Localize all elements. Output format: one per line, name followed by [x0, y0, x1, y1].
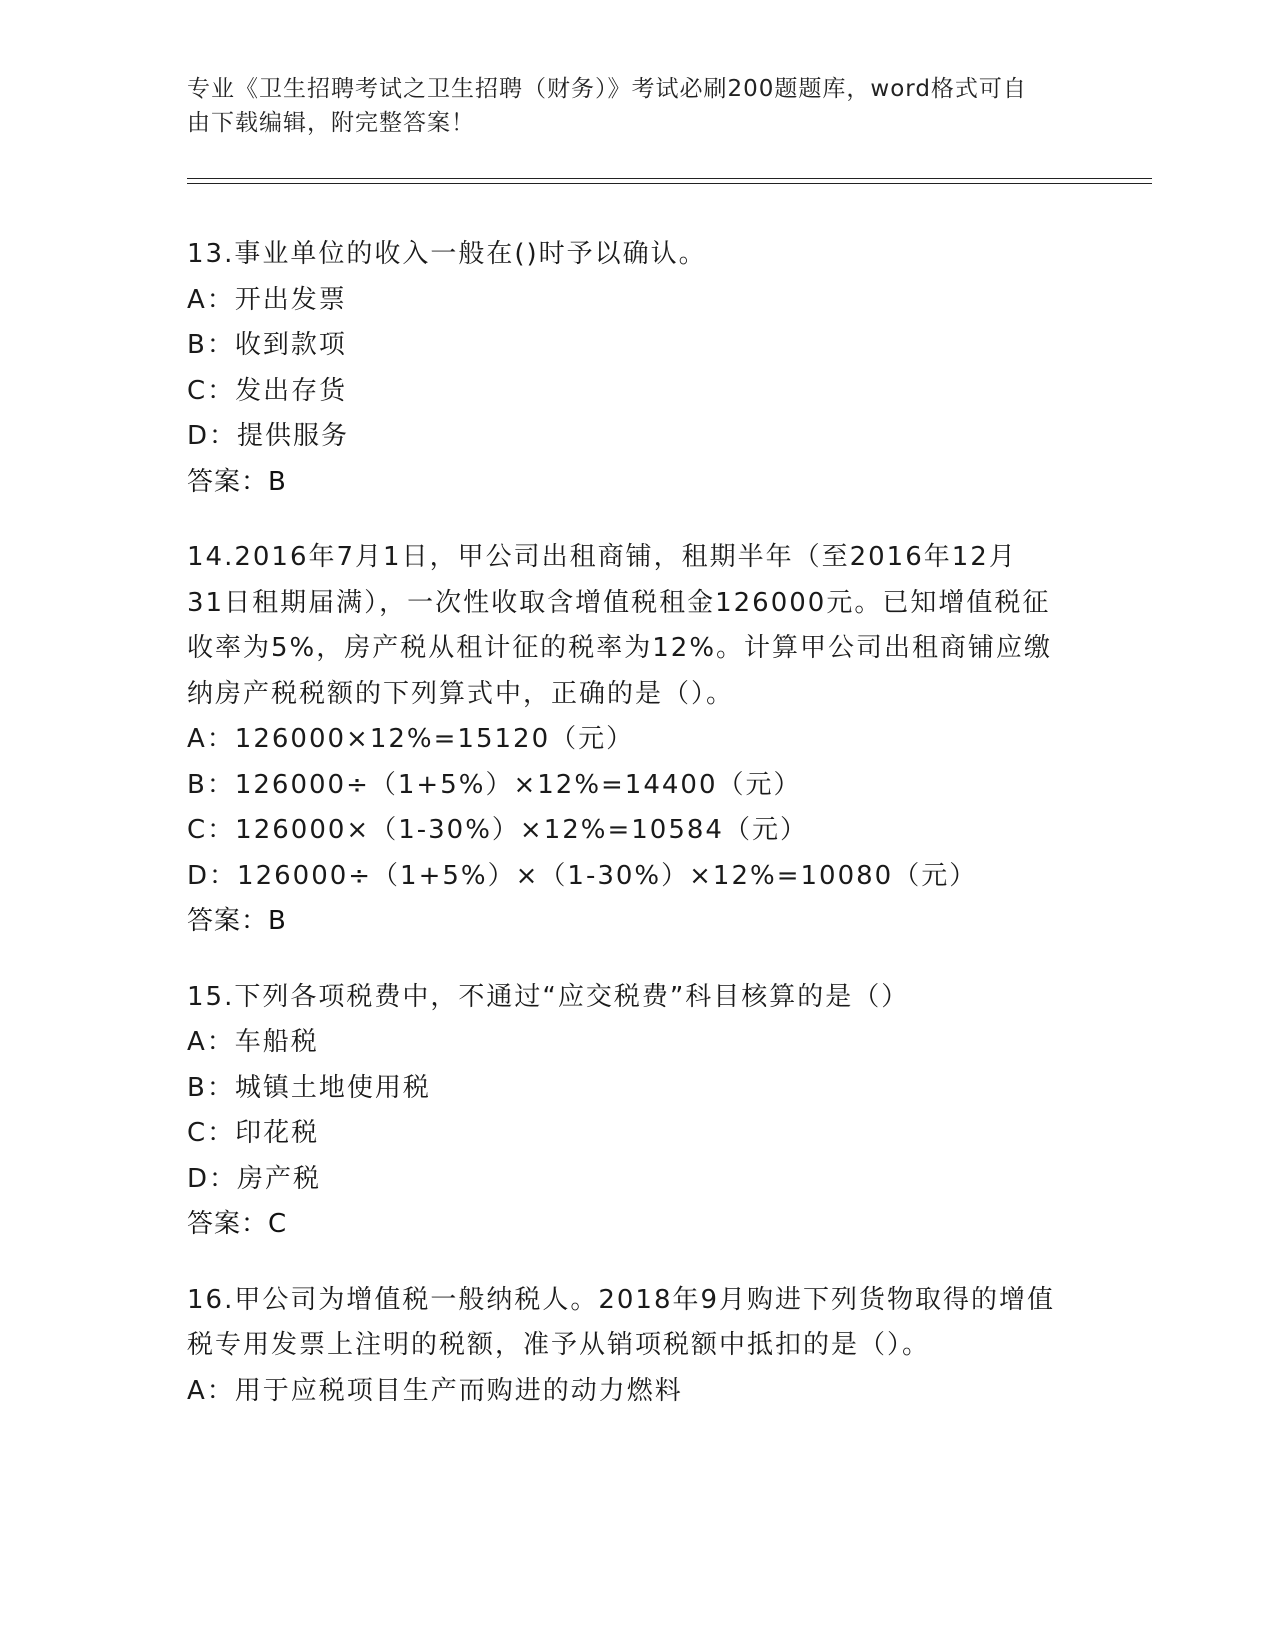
answer-label: 答案：C — [187, 1209, 288, 1239]
option-a: A：车船税 — [187, 1027, 319, 1057]
question-stem-line: 收率为5%，房产税从租计征的税率为12%。计算甲公司出租商铺应缴 — [187, 633, 1053, 663]
option-d: D：126000÷（1+5%）×（1-30%）×12%=10080（元） — [187, 860, 978, 891]
question-stem-line: 15.下列各项税费中，不通过“应交税费”科目核算的是（） — [187, 981, 910, 1012]
answer-label: 答案：B — [187, 466, 287, 497]
document-header — [187, 72, 1087, 140]
option-d: D：房产税 — [187, 1163, 322, 1194]
question-15 — [187, 975, 1087, 1248]
question-13 — [187, 232, 1087, 505]
option-c: C：印花税 — [187, 1118, 320, 1148]
header-divider-top — [187, 178, 1152, 179]
header-line-1: 专业《卫生招聘考试之卫生招聘（财务）》考试必刷200题题库，word格式可自 — [187, 76, 1027, 102]
option-b: B：收到款项 — [187, 330, 347, 360]
option-c: C：发出存货 — [187, 375, 348, 406]
question-stem-line: 16.甲公司为增值税一般纳税人。2018年9月购进下列货物取得的增值 — [187, 1284, 1056, 1315]
header-divider-bottom — [187, 183, 1152, 184]
question-stem-line: 13.事业单位的收入一般在()时予以确认。 — [187, 239, 707, 269]
option-a: A：用于应税项目生产而购进的动力燃料 — [187, 1375, 683, 1406]
option-c: C：126000×（1-30%）×12%=10584（元） — [187, 815, 808, 845]
question-stem-line: 31日租期届满），一次性收取含增值税租金126000元。已知增值税征 — [187, 587, 1051, 618]
option-b: B：126000÷（1+5%）×12%=14400（元） — [187, 769, 802, 800]
question-stem-line: 纳房产税税额的下列算式中，正确的是（）。 — [187, 678, 735, 709]
question-14 — [187, 535, 1087, 945]
question-16 — [187, 1278, 1087, 1415]
option-b: B：城镇土地使用税 — [187, 1072, 431, 1103]
option-d: D：提供服务 — [187, 421, 350, 451]
header-line-2: 由下载编辑，附完整答案！ — [187, 110, 475, 136]
option-a: A：126000×12%=15120（元） — [187, 724, 635, 754]
question-list — [187, 232, 1087, 1444]
question-stem-line: 14.2016年7月1日，甲公司出租商铺，租期半年（至2016年12月 — [187, 542, 1017, 572]
option-a: A：开出发票 — [187, 284, 347, 315]
answer-label: 答案：B — [187, 906, 287, 936]
question-stem-line: 税专用发票上注明的税额，准予从销项税额中抵扣的是（）。 — [187, 1330, 931, 1360]
